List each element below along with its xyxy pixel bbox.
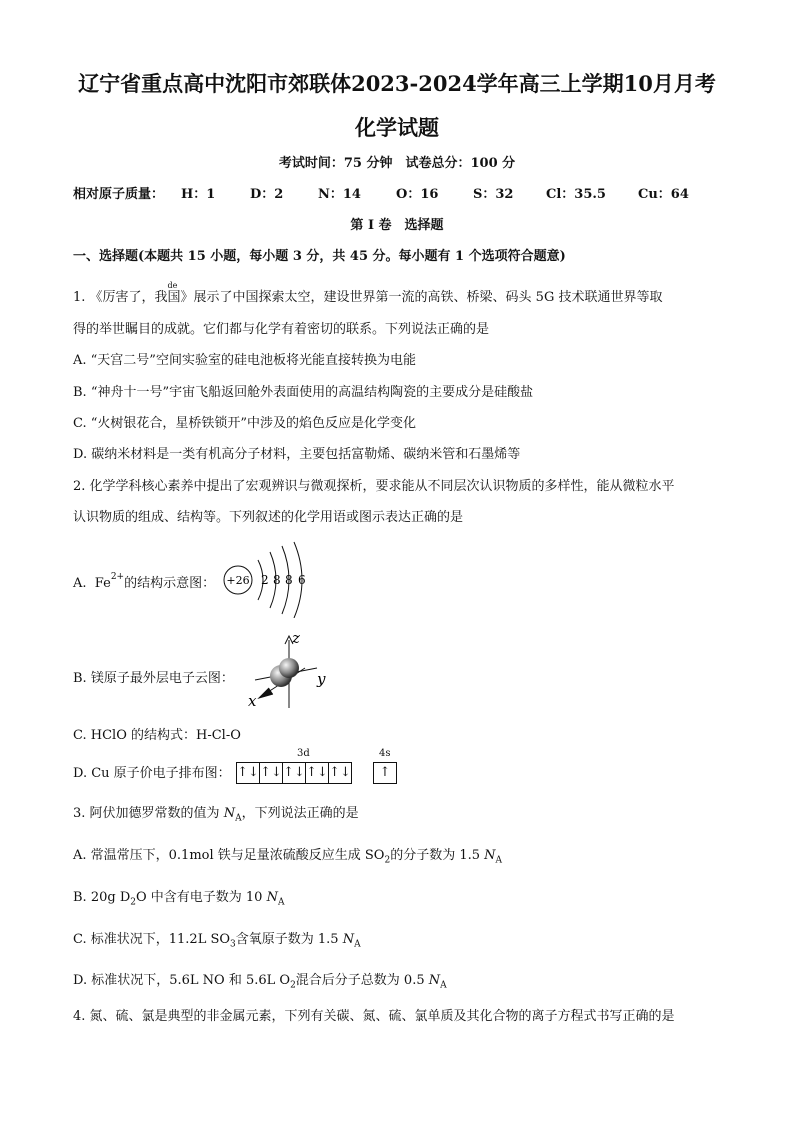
q2-stem-line2: 认识物质的组成、结构等。下列叙述的化学用语或图示表达正确的是 (73, 510, 464, 525)
q1-option-c: C. “火树银花合，星桥铁锁开”中涉及的焰色反应是化学变化 (73, 416, 417, 431)
atomic-masses (73, 183, 733, 201)
z-axis-label: z (292, 630, 300, 647)
q3-option-d: D. 标准状况下，5.6L NO 和 5.6L $O_2$混合后分子总数为 0.5 $N_A$ (73, 973, 447, 991)
x-axis-arrow (259, 688, 273, 698)
atomic-mass-item: H：1 (181, 187, 216, 202)
q2-option-c: C. HClO 的结构式：H-Cl-O (73, 728, 241, 743)
orbital-box: ↑↓ (283, 762, 306, 784)
atomic-mass-item: S：32 (473, 187, 514, 202)
orbital-box: ↑↓ (306, 762, 329, 784)
q3-option-c: C. 标准状况下，11.2L $SO_3$含氧原子数为 1.5 $N_A$ (73, 932, 361, 950)
shell-electron-count: 2 (261, 573, 269, 587)
q4-stem: 4. 氮、硫、氯是典型的非金属元素，下列有关碳、氮、硫、氯单质及其化合物的离子方程式书写正确的是 (73, 1009, 675, 1024)
atomic-mass-label: 相对原子质量： (73, 187, 165, 202)
paper-subtitle: 化学试题 (355, 115, 439, 140)
atomic-mass-item: Cu：64 (638, 187, 689, 202)
orbital-box: ↑↓ (236, 762, 260, 784)
orbital-box: ↑ (373, 762, 397, 784)
atomic-mass-item: O：16 (396, 187, 439, 202)
orbital-box-4s (373, 761, 397, 784)
orbital-label-3d: 3d (297, 748, 310, 759)
q2-option-d: D. Cu 原子价电子排布图： (73, 766, 231, 781)
y-axis-label: y (317, 670, 326, 688)
q3-stem: 3. 阿伏加德罗常数的值为 $N_A$，下列说法正确的是 (73, 806, 359, 824)
shell-electron-count: 8 (285, 573, 293, 587)
q1-option-b: B. “神舟十一号”宇宙飞船返回舱外表面使用的高温结构陶瓷的主要成分是硅酸盐 (73, 385, 534, 400)
shell-electron-count: 8 (273, 573, 281, 587)
nucleus-charge: +26 (226, 574, 250, 587)
mg-electron-cloud-diagram (245, 630, 335, 712)
fe-ion-structure-diagram (222, 538, 312, 618)
q2-option-a: A. $Fe^{2+}$的结构示意图： (73, 571, 216, 591)
q1-stem-line1: 1. 《厉害了，我 de 国》展示了中国探索太空，建设世界第一流的高铁、桥梁、码头 5G 技术联通世界等取 (73, 281, 663, 305)
atomic-mass-item: Cl：35.5 (546, 187, 606, 202)
atomic-mass-item: N：14 (318, 187, 361, 202)
q1-option-d: D. 碳纳米材料是一类有机高分子材料，主要包括富勒烯、碳纳米管和石墨烯等 (73, 447, 521, 462)
q2-stem-line1: 2. 化学学科核心素养中提出了宏观辨识与微观探析，要求能从不同层次认识物质的多样性，能从微粒水平 (73, 479, 675, 494)
paper-title: 辽宁省重点高中沈阳市郊联体2023-2024学年高三上学期10月月考 (78, 71, 716, 96)
q1-stem-line2: 得的举世瞩目的成就。它们都与化学有着密切的联系。下列说法正确的是 (73, 322, 490, 337)
electron-cloud-sphere (279, 658, 299, 678)
section-title: 第 I 卷 选择题 (350, 218, 444, 233)
shell-electron-count: 6 (298, 573, 306, 587)
q2-option-b: B. 镁原子最外层电子云图： (73, 671, 234, 686)
orbital-box: ↑↓ (260, 762, 283, 784)
exam-info: 考试时间：75 分钟 试卷总分：100 分 (278, 156, 516, 171)
orbital-box: ↑↓ (329, 762, 352, 784)
orbital-boxes-3d (236, 761, 352, 784)
x-axis-label: x (248, 692, 257, 710)
atomic-mass-item: D：2 (250, 187, 284, 202)
q1-option-a: A. “天宫二号”空间实验室的硅电池板将光能直接转换为电能 (73, 353, 416, 368)
orbital-label-4s: 4s (379, 748, 391, 759)
part-title: 一、选择题(本题共 15 小题，每小题 3 分，共 45 分。每小题有 1 个选项符合题意) (73, 249, 566, 264)
q3-option-b: B. 20g $D_2O$ 中含有电子数为 10 $N_A$ (73, 890, 285, 908)
q3-option-a: A. 常温常压下，0.1mol 铁与足量浓硫酸反应生成 $SO_2$的分子数为 1.5 $N_A$ (73, 848, 503, 866)
